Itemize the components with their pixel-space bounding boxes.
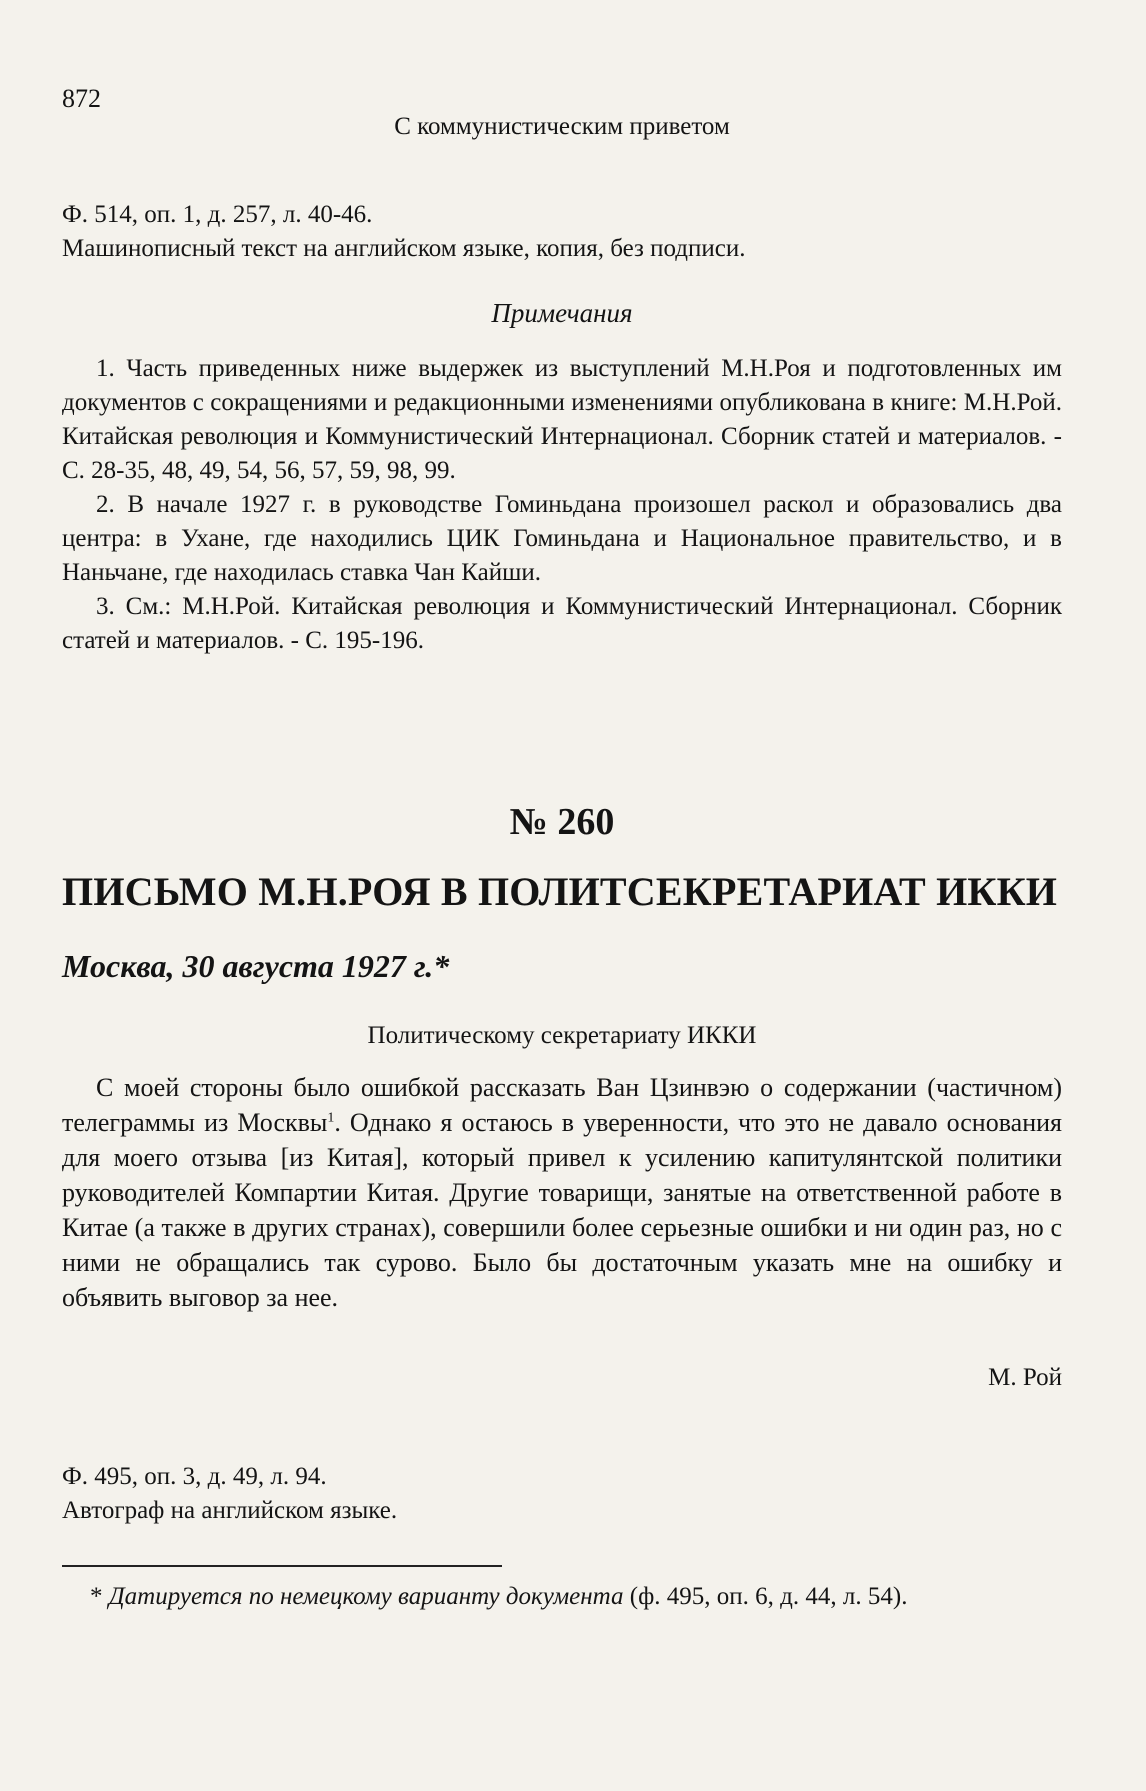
notes-list [62,352,1062,658]
archive-reference-1 [62,198,1062,266]
note-item: 2. В начале 1927 г. в руководстве Гоминьдана произошел раскол и образовались два центра: в Ухане, где находились ЦИК Гоминьдана и Национальное правительство, и в Наньчане, где находилась ставка Чан Кайши. [62,491,1062,586]
note-item: 3. См.: М.Н.Рой. Китайская революция и Коммунистический Интернационал. Сборник статей и материалов. - С. 195-196. [62,593,1062,654]
footnote-ref: 1 [327,1110,335,1126]
signature: М. Рой [988,1364,1062,1391]
footnote-rest: (ф. 495, оп. 6, д. 44, л. 54). [629,1583,908,1610]
letter-body [62,1070,1062,1315]
archive-ref-line: Автограф на английском языке. [62,1497,398,1524]
addressee: Политическому секретариату ИККИ [367,1022,757,1049]
document-number: № 260 [509,801,615,843]
letter-paragraph [62,1070,1062,1315]
closing-line: С коммунистическим приветом [394,113,730,140]
note-item: 1. Часть приведенных ниже выдержек из выступлений М.Н.Роя и подготовленных им документов с сокращениями и редакционными изменениями опубликована в книге: М.Н.Рой. Китайская революция и Коммунистический Интернационал. Сборник статей и материалов. - С. 28-35, 48, 49, 54, 56, 57, 59, 98, 99. [62,355,1062,484]
page-number: 872 [62,84,101,113]
footnote-text [62,1580,1062,1614]
archive-ref-line: Ф. 495, оп. 3, д. 49, л. 94. [62,1463,327,1490]
document-title: ПИСЬМО М.Н.РОЯ В ПОЛИТСЕКРЕТАРИАТ ИККИ [62,869,1058,914]
letter-text-part2: . Однако я остаюсь в уверенности, что это не давало основания для моего отзыва [из Китая], который привел к усилению капитулянтской политики руководителей Компартии Китая. Другие товарищи, занятые на ответственной работе в Китае (а также в других странах), совершили более серьезные ошибки и ни один раз, но с ними не обращались так сурово. Было бы достаточным указать мне на ошибку и объявить выговор за нее. [62,1108,1062,1312]
archive-reference-2 [62,1460,1062,1528]
footnote [62,1580,1062,1614]
notes-title: Примечания [491,298,633,328]
archive-ref-line: Ф. 514, оп. 1, д. 257, л. 40-46. [62,201,373,228]
footnote-marker: * [90,1583,103,1610]
letter-text-part1: С моей стороны было ошибкой рассказать Ван Цзинвэю о содержании (частичном) телеграммы из Москвы [62,1073,1062,1137]
place-and-date: Москва, 30 августа 1927 г.* [62,948,450,984]
archive-ref-line: Машинописный текст на английском языке, копия, без подписи. [62,235,746,262]
footnote-italic: Датируется по немецкому варианту документа [108,1583,624,1610]
footnote-divider [62,1565,502,1567]
